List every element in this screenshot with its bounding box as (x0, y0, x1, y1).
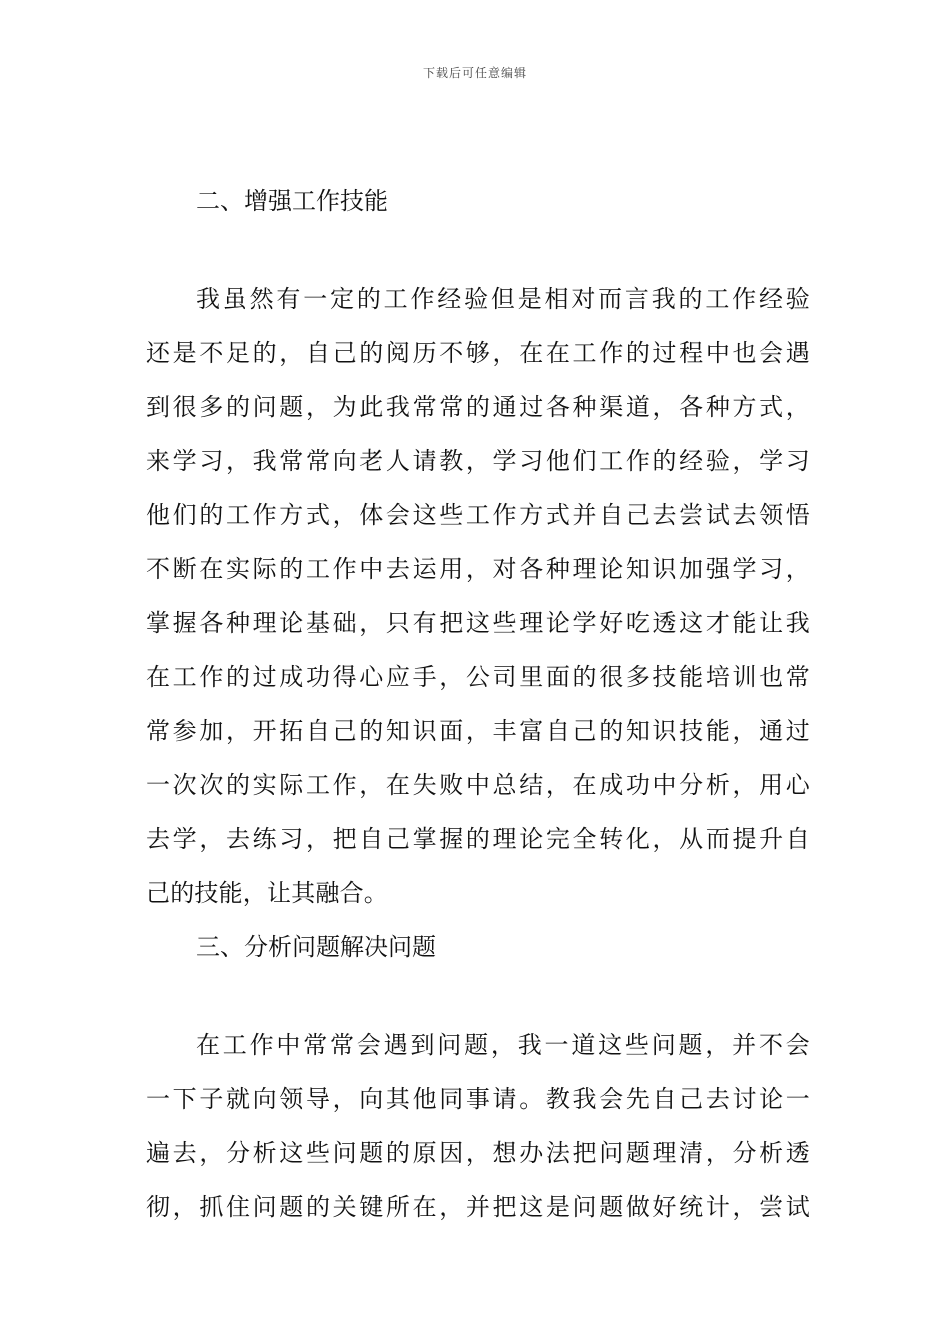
paragraph-line: 遍去，分析这些问题的原因，想办法把问题理清，分析透 (146, 1139, 810, 1167)
paragraph-line: 掌握各种理论基础，只有把这些理论学好吃透这才能让我 (146, 609, 810, 637)
section-3-paragraph (146, 1030, 810, 1246)
paragraph-line: 常参加，开拓自己的知识面，丰富自己的知识技能，通过 (146, 717, 810, 745)
paragraph-line: 在工作中常常会遇到问题，我一道这些问题，并不会 (196, 1031, 810, 1059)
paragraph-line: 彻，抓住问题的关键所在，并把这是问题做好统计，尝试 (146, 1193, 810, 1221)
paragraph-line: 还是不足的，自己的阅历不够，在在工作的过程中也会遇 (146, 339, 810, 367)
paragraph-line: 己的技能，让其融合。 (146, 879, 388, 907)
paragraph-line: 在工作的过成功得心应手，公司里面的很多技能培训也常 (146, 663, 810, 691)
paragraph-line: 他们的工作方式，体会这些工作方式并自己去尝试去领悟 (146, 501, 810, 529)
paragraph-line: 我虽然有一定的工作经验但是相对而言我的工作经验 (196, 285, 810, 313)
paragraph-line: 来学习，我常常向老人请教，学习他们工作的经验，学习 (146, 447, 810, 475)
section-heading-2: 二、增强工作技能 (196, 187, 388, 215)
paragraph-line: 一下子就向领导，向其他同事请。教我会先自己去讨论一 (146, 1085, 810, 1113)
section-2-paragraph (146, 284, 810, 932)
paragraph-line: 去学，去练习，把自己掌握的理论完全转化，从而提升自 (146, 825, 810, 853)
section-heading-3: 三、分析问题解决问题 (196, 933, 436, 961)
paragraph-line: 一次次的实际工作，在失败中总结，在成功中分析，用心 (146, 771, 810, 799)
paragraph-line: 到很多的问题，为此我常常的通过各种渠道，各种方式， (146, 393, 810, 421)
paragraph-line: 不断在实际的工作中去运用，对各种理论知识加强学习， (146, 555, 810, 583)
header-note: 下载后可任意编辑 (422, 66, 527, 80)
